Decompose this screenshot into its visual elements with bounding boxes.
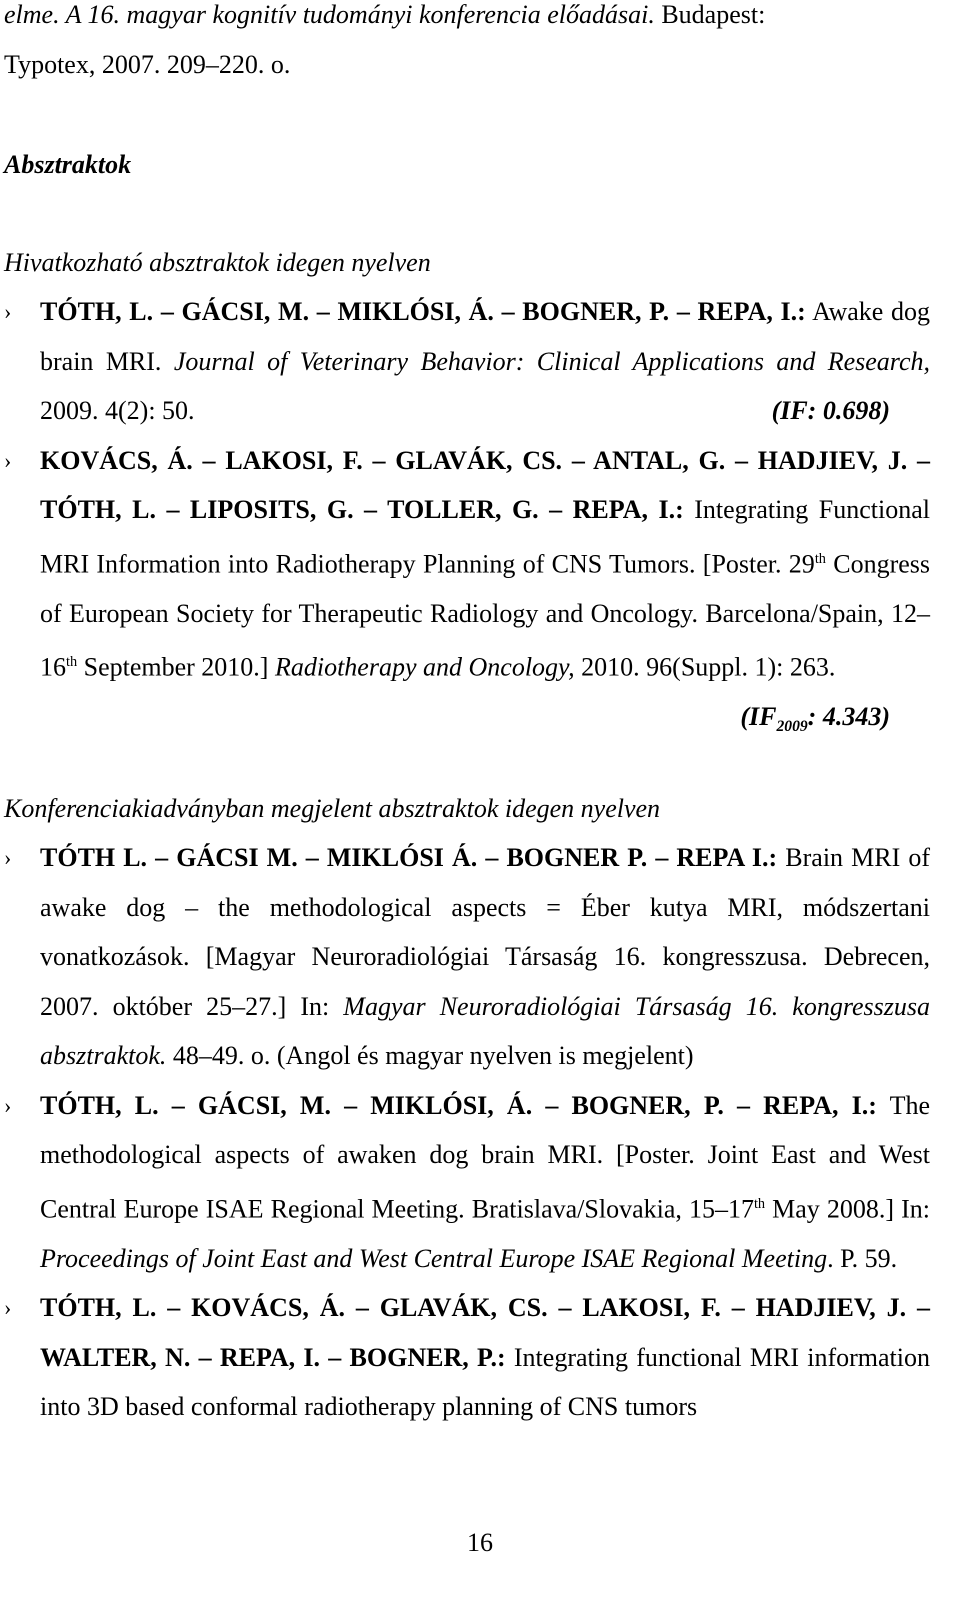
impact-factor: ($IF_{2009}$: 4.343) <box>740 702 890 736</box>
continued-reference <box>4 0 930 89</box>
entry-authors: TÓTH, L. – GÁCSI, M. – MIKLÓSI, Á. – BOGNER, P. – REPA, I.: <box>40 1090 877 1120</box>
impact-factor: (IF: 0.698) <box>771 396 890 425</box>
entry-title-end: September 2010.] <box>77 652 275 682</box>
ordinal-suffix: th <box>814 550 826 567</box>
continued-line-2: Typotex, 2007. 209–220. o. <box>4 49 291 79</box>
entry-journal: Proceedings of Joint East and West Central Europe ISAE Regional Meeting <box>40 1243 828 1273</box>
entry-details: 2009. 4(2): 50. <box>40 396 195 425</box>
bullet-icon: › <box>4 1295 12 1321</box>
continued-line-1-tail: Budapest: <box>654 0 766 29</box>
entry-journal: Radiotherapy and Oncology, <box>274 652 575 682</box>
ordinal-suffix: th <box>66 654 78 671</box>
continued-line-1: elme. A 16. magyar kognitív tudományi konferencia előadásai. <box>4 0 655 29</box>
bullet-icon: › <box>4 845 12 870</box>
entry-details: 2010. 96(Suppl. 1): 263. <box>574 652 836 682</box>
entry-title: Integrating Functional MRI Information into Radiotherapy Planning of CNS Tumors. [Poster. 29 <box>40 495 930 579</box>
list-item <box>0 436 930 736</box>
entry-authors: TÓTH, L. – KOVÁCS, Á. – GLAVÁK, CS. – LAKOSI, F. – HADJIEV, J. – WALTER, N. – REPA, I. – BOGNER, P.: <box>40 1293 930 1372</box>
entry-title: Awake dog brain MRI. <box>40 297 931 376</box>
subsection-heading-citable: Hivatkozható absztraktok idegen nyelven <box>4 248 431 277</box>
bullet-icon: › <box>4 1092 12 1118</box>
entry-details: . P. 59. <box>827 1243 898 1273</box>
entry-title-continued: May 2008.] In: <box>765 1194 930 1224</box>
page-number: 16 <box>467 1528 493 1557</box>
entry-journal: Magyar Neuroradiológiai Társaság 16. kongresszusa absztraktok. <box>40 991 931 1070</box>
subsection-heading-proceedings: Konferenciakiadványban megjelent absztraktok idegen nyelven <box>4 794 661 823</box>
bullet-icon: › <box>4 447 12 473</box>
entry-title: Integrating functional MRI information into 3D based conformal radiotherapy planning of CNS tumors <box>40 1342 930 1422</box>
entry-authors: KOVÁCS, Á. – LAKOSI, F. – GLAVÁK, CS. – ANTAL, G. – HADJIEV, J. – TÓTH, L. – LIPOSITS, G. – TOLLER, G. – REPA, I.: <box>40 445 930 524</box>
citable-abstract-list <box>0 287 930 752</box>
entry-details: 48–49. o. (Angol és magyar nyelven is megjelent) <box>166 1041 694 1070</box>
entry-journal: Journal of Veterinary Behavior: Clinical Applications and Research, <box>173 346 931 376</box>
entry-title: Brain MRI of awake dog – the methodological aspects = Éber kutya MRI, módszertani vonatkozások. [Magyar Neuroradiológiai Társaság 16. kongresszusa. Debrecen, 2007. október 25–27.] In: <box>40 843 930 1021</box>
list-item <box>0 833 930 1081</box>
bullet-icon: › <box>4 299 12 324</box>
ordinal-suffix: th <box>753 1195 766 1212</box>
entry-authors: TÓTH, L. – GÁCSI, M. – MIKLÓSI, Á. – BOGNER, P. – REPA, I.: <box>40 297 806 326</box>
entry-title: The methodological aspects of awaken dog brain MRI. [Poster. Joint East and West Central Europe ISAE Regional Meeting. Bratislava/Slovakia, 15–17 <box>40 1090 930 1224</box>
proceedings-abstract-list <box>0 833 930 1432</box>
list-item <box>0 1283 930 1432</box>
section-heading-abstracts: Absztraktok <box>4 150 132 179</box>
entry-authors: TÓTH L. – GÁCSI M. – MIKLÓSI Á. – BOGNER P. – REPA I.: <box>40 843 778 872</box>
entry-title-continued: Congress of European Society for Therapeutic Radiology and Oncology. Barcelona/Spain, 12–16 <box>40 549 930 682</box>
list-item <box>0 287 930 436</box>
list-item <box>0 1081 930 1284</box>
